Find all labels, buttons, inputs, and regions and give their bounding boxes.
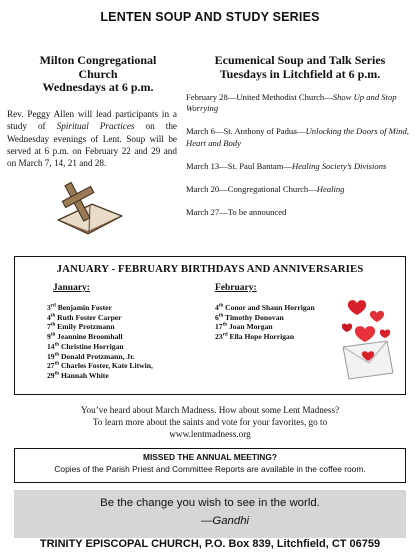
madness-line1: You’ve heard about March Madness. How about some Lent Madness?	[80, 405, 340, 415]
event-title: Healing	[316, 184, 345, 195]
event-title: Unlocking the Doors of Mind, Heart and Body	[186, 126, 409, 148]
list-item	[47, 342, 207, 352]
list-item	[47, 361, 207, 371]
day-suffix: th	[54, 361, 60, 367]
person-name: Ruth Foster Carper	[57, 312, 122, 322]
day: 9	[47, 332, 51, 342]
day: 7	[47, 322, 51, 332]
birthdays-title: JANUARY - FEBRUARY BIRTHDAYS AND ANNIVERSARIES	[56, 263, 364, 275]
meeting-text: Copies of the Parish Priest and Committee Reports are available in the coffee room.	[54, 464, 366, 474]
event-prefix: March 6—St. Anthony of Padua—	[186, 126, 306, 137]
day: 17	[215, 322, 223, 332]
event-list	[186, 92, 414, 230]
list-item	[215, 332, 335, 342]
february-label: February:	[215, 283, 257, 293]
hearts-envelope-illustration	[335, 295, 397, 381]
day: 4	[47, 312, 51, 322]
day-suffix: th	[54, 342, 60, 348]
list-item	[47, 352, 207, 362]
milton-description	[7, 108, 177, 169]
person-name: Charles Foster, Kate Litwin,	[60, 361, 153, 371]
ecumenical-heading	[190, 54, 410, 81]
ecumenical-heading-line2: Tuesdays in Litchfield at 6 p.m.	[219, 66, 381, 81]
day-suffix: th	[218, 313, 224, 319]
day: 4	[215, 303, 219, 312]
quote-text: Be the change you wish to see in the world.	[100, 497, 320, 509]
day-suffix: th	[54, 371, 60, 377]
day-suffix: th	[54, 351, 60, 357]
person-name: Jeannine Broomhall	[57, 332, 123, 342]
day-suffix: th	[222, 322, 228, 328]
meeting-title: MISSED THE ANNUAL MEETING?	[142, 452, 277, 462]
day-suffix: th	[50, 322, 56, 328]
lent-madness-notice	[0, 404, 420, 441]
person-name: Benjamin Foster	[57, 303, 112, 312]
milton-heading	[12, 54, 184, 95]
day: 14	[47, 341, 55, 351]
milton-heading-line3: Wednesdays at 6 p.m.	[42, 80, 154, 94]
person-name: Emily Protzmann	[57, 322, 115, 332]
day-suffix: rd	[50, 303, 56, 309]
day: 29	[47, 370, 55, 380]
event-prefix: March 20—Congregational Church—	[186, 184, 317, 195]
milton-description-italic: Spiritual Practices	[56, 121, 135, 132]
list-item	[47, 371, 207, 381]
event-title: Show Up and Stop Worrying	[186, 92, 397, 114]
list-item	[47, 303, 207, 313]
list-item	[47, 332, 207, 342]
event-item	[186, 207, 414, 218]
list-item	[215, 322, 335, 332]
day-suffix: th	[50, 332, 56, 338]
church-footer: TRINITY EPISCOPAL CHURCH, P.O. Box 839, Litchfield, CT 06759	[39, 538, 381, 550]
day: 6	[215, 312, 219, 322]
day-suffix: th	[50, 313, 56, 319]
list-item	[215, 313, 335, 323]
day: 3	[47, 303, 51, 312]
ecumenical-heading-line1: Ecumenical Soup and Talk Series	[214, 53, 386, 67]
madness-link[interactable]: www.lentmadness.org	[169, 429, 251, 440]
event-item	[186, 161, 414, 172]
person-name: Joan Morgan	[228, 322, 273, 332]
day: 19	[47, 351, 55, 361]
february-list	[215, 303, 335, 342]
quote-box	[14, 490, 406, 538]
milton-heading-line1: Milton Congregational	[39, 53, 157, 67]
person-name: Conor and Shaun Horrigan	[225, 303, 315, 312]
event-prefix: February 28—United Methodist Church—	[186, 92, 333, 102]
person-name: Timothy Donovan	[225, 312, 284, 322]
milton-heading-line2: Church	[78, 66, 118, 81]
event-title: Healing Society’s Divisions	[291, 160, 387, 171]
person-name: Donald Protzmann, Jr.	[60, 351, 135, 361]
madness-line2: To learn more about the saints and vote for your favorites, go to	[92, 417, 328, 428]
person-name: Hannah White	[60, 370, 109, 380]
january-list	[47, 303, 207, 381]
event-prefix: March 27—To be announced	[186, 207, 287, 218]
person-name: Christine Horrigan	[60, 341, 124, 351]
event-item	[186, 126, 414, 148]
january-label: January:	[53, 283, 90, 293]
list-item	[47, 313, 207, 323]
birthdays-box	[14, 256, 406, 395]
list-item	[215, 303, 335, 313]
newsletter-title: LENTEN SOUP AND STUDY SERIES	[100, 10, 320, 24]
list-item	[47, 322, 207, 332]
bible-cross-illustration	[52, 180, 126, 236]
person-name: Ella Hope Horrigan	[229, 332, 295, 342]
day-suffix: rd	[222, 332, 228, 338]
milton-description-post: on the Wednesday evenings of Lent. Soup will be served at 6 p.m. on February 22 and 29 and on March 7, 14, 21 and 28.	[7, 121, 177, 169]
day-suffix: th	[218, 303, 224, 309]
event-prefix: March 13—St. Paul Bantam—	[186, 160, 292, 171]
quote-author: —Gandhi	[200, 515, 250, 527]
annual-meeting-box	[14, 448, 406, 483]
milton-description-pre: Rev. Peggy Allen will lead participants in a study of	[7, 109, 177, 132]
event-item	[186, 92, 414, 114]
day: 27	[47, 361, 55, 371]
event-item	[186, 184, 414, 195]
day: 23	[215, 332, 223, 342]
